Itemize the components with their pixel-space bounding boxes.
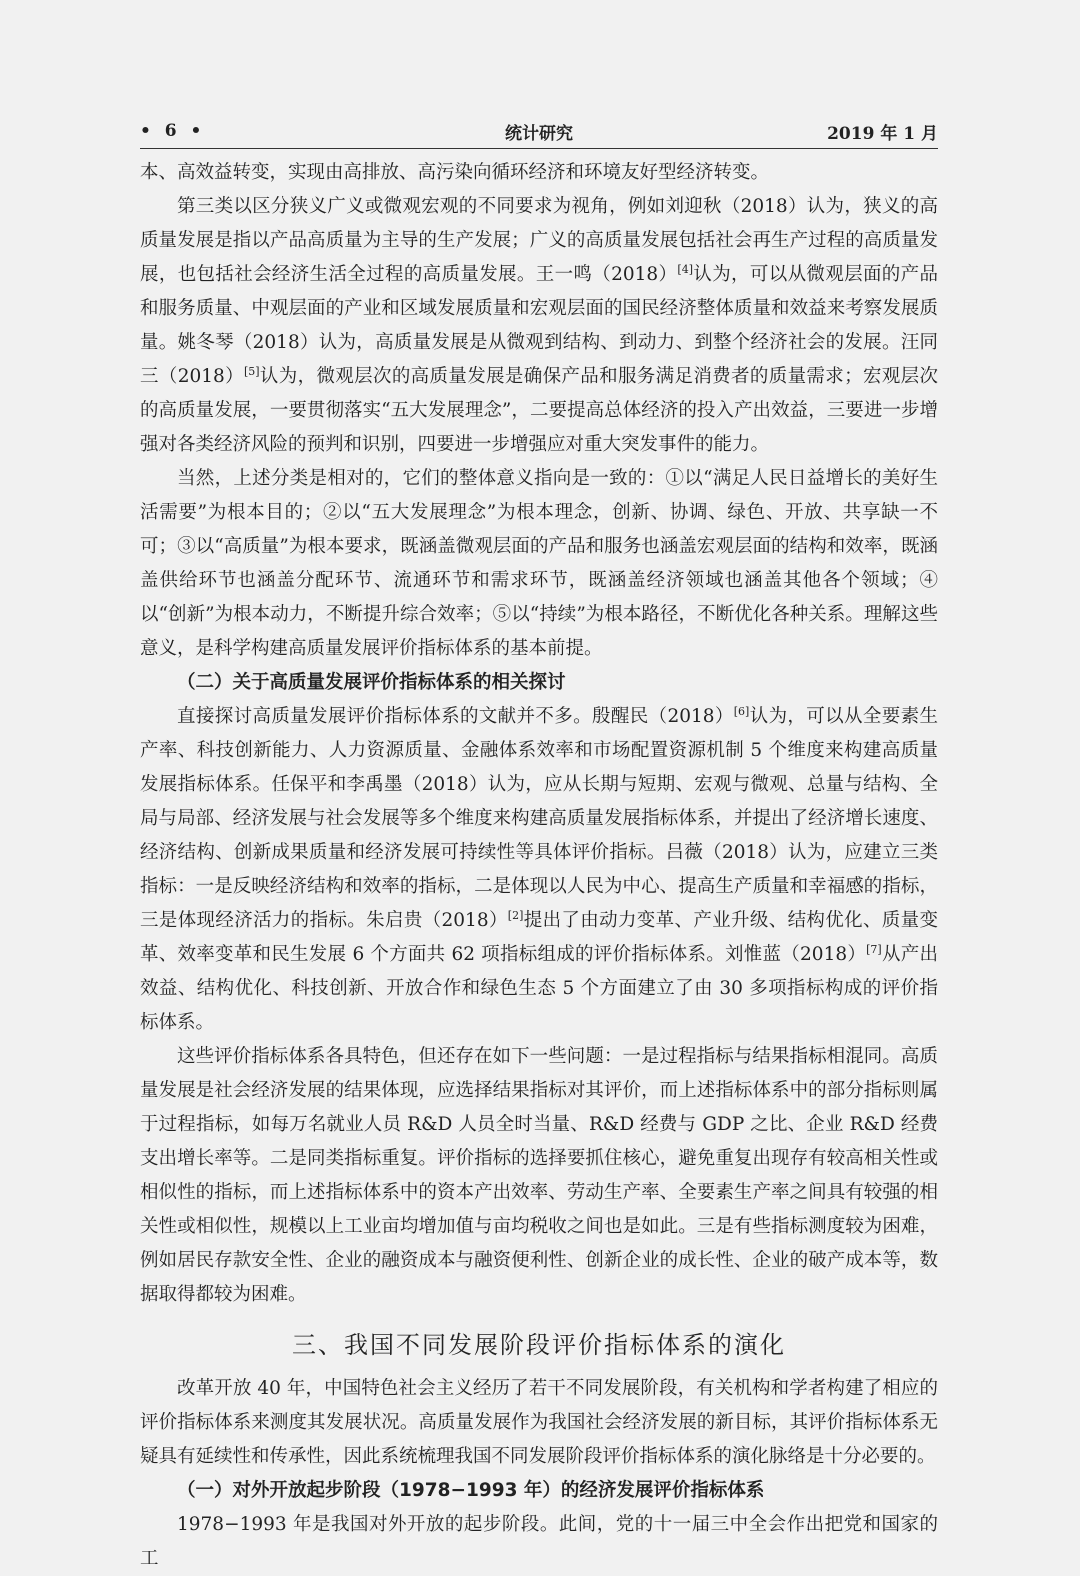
citation-ref[interactable]: [6] [733,704,750,718]
paragraph-section3-intro: 改革开放 40 年，中国特色社会主义经历了若干不同发展阶段，有关机构和学者构建了相应的评价指标体系来测度其发展状况。高质量发展作为我国社会经济发展的新目标，其评价指标体系无疑具有延续性和传承性，因此系统梳理我国不同发展阶段评价指标体系的演化脉络是十分必要的。 [140,1378,938,1467]
page-number: • 6 • [140,121,206,141]
paragraph-problems: 这些评价指标体系各具特色，但还存在如下一些问题：一是过程指标与结果指标相混同。高质量发展是社会经济发展的结果体现，应选择结果指标对其评价，而上述指标体系中的部分指标则属于过程指标，如每万名就业人员 R&D 人员全时当量、R&D 经费与 GDP 之比、企业 R&D 经费支出增长率等。二是同类指标重复。评价指标的选择要抓住核心，避免重复出现存有较高相关性或相似性的指标，而上述指标体系中的资本产出效率、劳动生产率、全要素生产率之间具有较强的相关性或相似性，规模以上工业亩均增加值与亩均税收之间也是如此。三是有些指标测度较为困难，例如居民存款安全性、企业的融资成本与融资便利性、创新企业的成长性、企业的破产成本等，数据取得都较为困难。 [140,1046,938,1305]
journal-title: 统计研究 [505,123,573,144]
issue-date: 2019 年 1 月 [827,123,938,144]
citation-ref[interactable]: [7] [866,942,882,956]
citation-ref[interactable]: [5] [243,364,260,378]
section-heading-3: 三、我国不同发展阶段评价指标体系的演化 [292,1331,786,1359]
body-text [140,156,938,1576]
paragraph-continuation: 本、高效益转变，实现由高排放、高污染向循环经济和环境友好型经济转变。 [140,162,770,183]
running-header [140,116,938,146]
paragraph-indicator-discussion: 直接探讨高质量发展评价指标体系的文献并不多。殷醒民（2018）[6]认为，可以从全要素生产率、科技创新能力、人力资源质量、金融体系效率和市场配置资源机制 5 个维度来构建高质量发展指标体系。任保平和李禹墨（2018）认为，应从长期与短期、宏观与微观、总量与结构、全局与局部、经济发展与社会发展等多个维度来构建高质量发展指标体系，并提出了经济增长速度、经济结构、创新成果质量和经济发展可持续性等具体评价指标。吕薇（2018）认为，应建立三类指标：一是反映经济结构和效率的指标，二是体现以人民为中心、提高生产质量和幸福感的指标，三是体现经济活力的指标。朱启贵（2018）[2]提出了由动力变革、产业升级、结构优化、质量变革、效率变革和民生发展 6 个方面共 62 项指标组成的评价指标体系。刘惟蓝（2018）[7]从产出效益、结构优化、科技创新、开放合作和绿色生态 5 个方面建立了由 30 多项指标构成的评价指标体系。 [140,704,938,1033]
subsection-heading-3-1: （一）对外开放起步阶段（1978−1993 年）的经济发展评价指标体系 [177,1480,765,1501]
paragraph-overall-meaning: 当然，上述分类是相对的，它们的整体意义指向是一致的：①以“满足人民日益增长的美好生活需要”为根本目的；②以“五大发展理念”为根本理念，创新、协调、绿色、开放、共享缺一不可；③以“高质量”为根本要求，既涵盖微观层面的产品和服务也涵盖宏观层面的结构和效率，既涵盖供给环节也涵盖分配环节、流通环节和需求环节，既涵盖经济领域也涵盖其他各个领域；④以“创新”为根本动力，不断提升综合效率；⑤以“持续”为根本路径，不断优化各种关系。理解这些意义，是科学构建高质量发展评价指标体系的基本前提。 [140,468,938,659]
paragraph-third-category: 第三类以区分狭义广义或微观宏观的不同要求为视角，例如刘迎秋（2018）认为，狭义的高质量发展是指以产品高质量为主导的生产发展；广义的高质量发展包括社会再生产过程的高质量发展，也包括社会经济生活全过程的高质量发展。王一鸣（2018）[4]认为，可以从微观层面的产品和服务质量、中观层面的产业和区域发展质量和宏观层面的国民经济整体质量和效益来考察发展质量。姚冬琴（2018）认为，高质量发展是从微观到结构、到动力、到整个经济社会的发展。汪同三（2018）[5]认为，微观层次的高质量发展是确保产品和服务满足消费者的质量需求；宏观层次的高质量发展，一要贯彻落实“五大发展理念”，二要提高总体经济的投入产出效益，三要进一步增强对各类经济风险的预判和识别，四要进一步增强应对重大突发事件的能力。 [140,196,938,455]
citation-ref[interactable]: [4] [677,262,693,276]
header-rule [140,148,938,149]
subsection-heading-2: （二）关于高质量发展评价指标体系的相关探讨 [177,672,566,693]
citation-ref[interactable]: [2] [507,908,524,922]
paragraph-opening-stage: 1978−1993 年是我国对外开放的起步阶段。此间，党的十一届三中全会作出把党和国家的工 [140,1514,938,1569]
